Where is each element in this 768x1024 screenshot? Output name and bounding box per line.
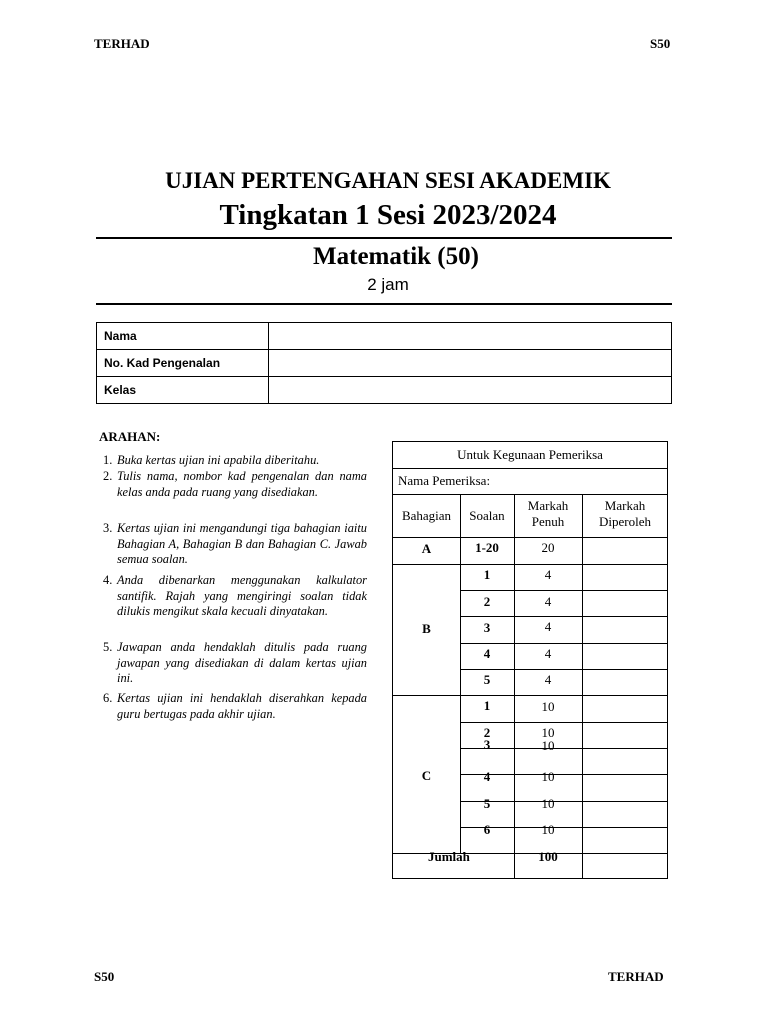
section-c-question: 6 [483,822,491,837]
col-obtained-line2: Diperoleh [599,514,651,529]
instruction-number: 2. [103,469,113,483]
exam-title: UJIAN PERTENGAHAN SESI AKADEMIK [165,168,611,193]
section-a-marks: 20 [541,540,555,555]
section-c-label: C [421,768,432,783]
student-info-row [97,323,672,350]
section-c-marks: 10 [541,796,555,811]
grid-line [460,669,667,670]
grid-line [460,590,667,591]
section-b-question: 1 [483,567,491,582]
section-b-marks: 4 [544,567,552,582]
grid-line [393,494,667,495]
grid-line [393,468,667,469]
header-paper-code: S50 [650,36,671,51]
instruction-text: Buka kertas ujian ini apabila diberitahu. [117,453,320,467]
total-marks: 100 [538,849,558,864]
student-info-row [97,350,672,377]
section-a-label: A [421,541,432,556]
title-divider-bottom [96,303,672,305]
footer-classification: TERHAD [608,969,664,984]
examiner-table-title: Untuk Kegunaan Pemeriksa [457,447,603,462]
examiner-name-label: Nama Pemeriksa: [398,473,491,488]
grid-line [393,537,667,538]
instruction-item [103,640,367,687]
instruction-item [103,691,367,722]
section-c-question: 1 [483,698,491,713]
section-c-marks: 10 [541,699,555,714]
instruction-number: 4. [103,573,113,587]
grid-line [393,695,667,696]
col-full-marks-line2: Penuh [531,514,565,529]
section-c-question: 5 [483,796,491,811]
instruction-item [103,469,367,500]
title-divider-top [96,237,672,239]
instruction-item [103,521,367,568]
section-c-question: 2 [483,725,491,740]
section-b-question: 4 [483,646,491,661]
total-label: Jumlah [428,849,470,864]
section-c-marks: 10 [541,725,555,740]
col-full-marks-header [514,498,582,530]
grid-line [393,564,667,565]
section-c-marks: 10 [541,769,555,784]
exam-duration: 2 jam [367,275,409,294]
section-b-marks: 4 [544,646,552,661]
instruction-text: Anda dibenarkan menggunakan kalkulator santifik. Rajah yang mengiringi soalan tidak dilukis mengikut skala kecuali dinyatakan. [117,573,367,619]
instruction-number: 3. [103,521,113,535]
section-b-question: 3 [483,620,491,635]
examiner-table [392,441,668,879]
instruction-text: Jawapan anda hendaklah ditulis pada ruang jawapan yang disediakan di dalam kertas ujian ini. [117,640,367,686]
col-full-marks-line1: Markah [527,498,569,513]
section-a-questions: 1-20 [475,540,499,555]
grid-line [460,616,667,617]
section-b-marks: 4 [544,672,552,687]
section-c-marks: 10 [541,822,555,837]
grid-line [460,643,667,644]
instruction-number: 6. [103,691,113,705]
col-obtained-header [582,498,668,530]
col-question-header: Soalan [469,508,505,523]
instructions-heading: ARAHAN: [99,429,161,444]
student-name-label: Nama [97,323,269,350]
student-ic-field[interactable] [269,350,672,377]
section-b-marks: 4 [544,619,552,634]
section-b-question: 2 [483,594,491,609]
instruction-item [103,573,367,620]
header-classification: TERHAD [94,36,150,51]
student-class-field[interactable] [269,377,672,404]
instruction-item [103,453,367,469]
section-c-question: 3 [483,737,491,752]
grid-line [460,722,667,723]
section-b-question: 5 [483,672,491,687]
section-c-marks: 10 [541,738,555,753]
instruction-text: Kertas ujian ini hendaklah diserahkan kepada guru bertugas pada akhir ujian. [117,691,367,721]
instruction-number: 5. [103,640,113,654]
grid-line [582,494,583,879]
section-c-question: 4 [483,769,491,784]
instruction-text: Kertas ujian ini mengandungi tiga bahagian iaitu Bahagian A, Bahagian B dan Bahagian C. Jawab semua soalan. [117,521,367,567]
exam-session: Tingkatan 1 Sesi 2023/2024 [219,199,557,231]
student-ic-label: No. Kad Pengenalan [97,350,269,377]
student-class-label: Kelas [97,377,269,404]
student-info-row [97,377,672,404]
student-info-table [96,322,672,404]
section-b-marks: 4 [544,594,552,609]
student-name-field[interactable] [269,323,672,350]
instruction-text: Tulis nama, nombor kad pengenalan dan nama kelas anda pada ruang yang disediakan. [117,469,367,499]
instruction-number: 1. [103,453,113,467]
col-obtained-line1: Markah [604,498,646,513]
subject-title: Matematik (50) [313,243,479,270]
section-b-label: B [422,621,431,636]
col-section-header: Bahagian [401,508,452,523]
footer-paper-code: S50 [94,969,115,984]
